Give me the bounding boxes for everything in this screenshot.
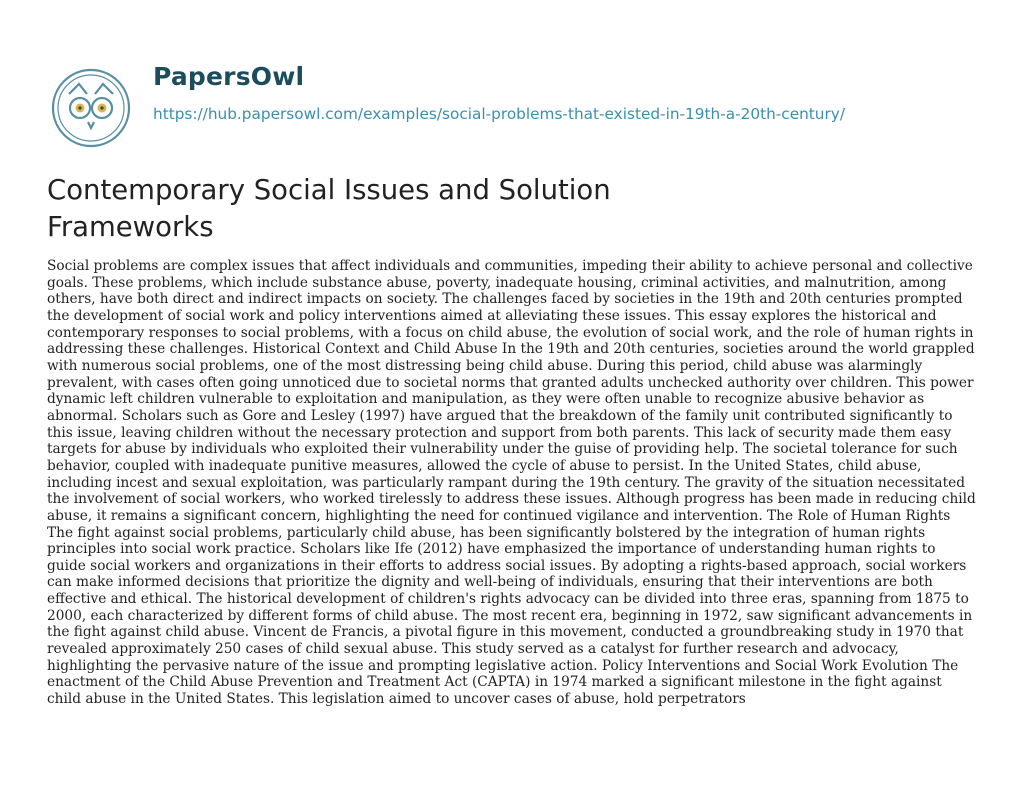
source-url-link[interactable]: https://hub.papersowl.com/examples/social-problems-that-existed-in-19th-a-20th-century/: [153, 105, 845, 123]
document-title: Contemporary Social Issues and Solution Frameworks: [47, 174, 611, 243]
owl-logo-icon[interactable]: [47, 64, 135, 152]
site-header: [47, 52, 987, 148]
brand-name[interactable]: PapersOwl: [153, 62, 305, 91]
document-body: Social problems are complex issues that affect individuals and communities, impeding their ability to achieve personal and collective goals. These problems, which include substance abuse, poverty, inadequate housing, criminal activities, and malnutrition, among others, have both direct and indirect impacts on society. The challenges faced by societies in the 19th and 20th centuries prompted the development of social work and policy interventions aimed at alleviating these issues. This essay explores the historical and contemporary responses to social problems, with a focus on child abuse, the evolution of social work, and the role of human rights in addressing these challenges. Historical Context and Child Abuse In the 19th and 20th centuries, societies around the world grappled with numerous social problems, one of the most distressing being child abuse. During this period, child abuse was alarmingly prevalent, with cases often going unnoticed due to societal norms that granted adults unchecked authority over children. This power dynamic left children vulnerable to exploitation and manipulation, as they were often unable to recognize abusive behavior as abnormal. Scholars such as Gore and Lesley (1997) have argued that the breakdown of the family unit contributed significantly to this issue, leaving children without the necessary protection and support from both parents. This lack of security made them easy targets for abuse by individuals who exploited their vulnerability under the guise of providing help. The societal tolerance for such behavior, coupled with inadequate punitive measures, allowed the cycle of abuse to persist. In the United States, child abuse, including incest and sexual exploitation, was particularly rampant during the 19th century. The gravity of the situation necessitated the involvement of social workers, who worked tirelessly to address these issues. Although progress has been made in reducing child abuse, it remains a significant concern, highlighting the need for continued vigilance and intervention. The Role of Human Rights The fight against social problems, particularly child abuse, has been significantly bolstered by the integration of human rights principles into social work practice. Scholars like Ife (2012) have emphasized the importance of understanding human rights to guide social workers and organizations in their efforts to address social issues. By adopting a rights-based approach, social workers can make informed decisions that prioritize the dignity and well-being of individuals, ensuring that their interventions are both effective and ethical. The historical development of children's rights advocacy can be divided into three eras, spanning from 1875 to 2000, each characterized by different forms of child abuse. The most recent era, beginning in 1972, saw significant advancements in the fight against child abuse. Vincent de Francis, a pivotal figure in this movement, conducted a groundbreaking study in 1970 that revealed approximately 250 cases of child sexual abuse. This study served as a catalyst for further research and advocacy, highlighting the pervasive nature of the issue and prompting legislative action. Policy Interventions and Social Work Evolution The enactment of the Child Abuse Prevention and Treatment Act (CAPTA) in 1974 marked a significant milestone in the fight against child abuse in the United States. This legislation aimed to uncover cases of abuse, hold perpetrators: [47, 258, 976, 708]
